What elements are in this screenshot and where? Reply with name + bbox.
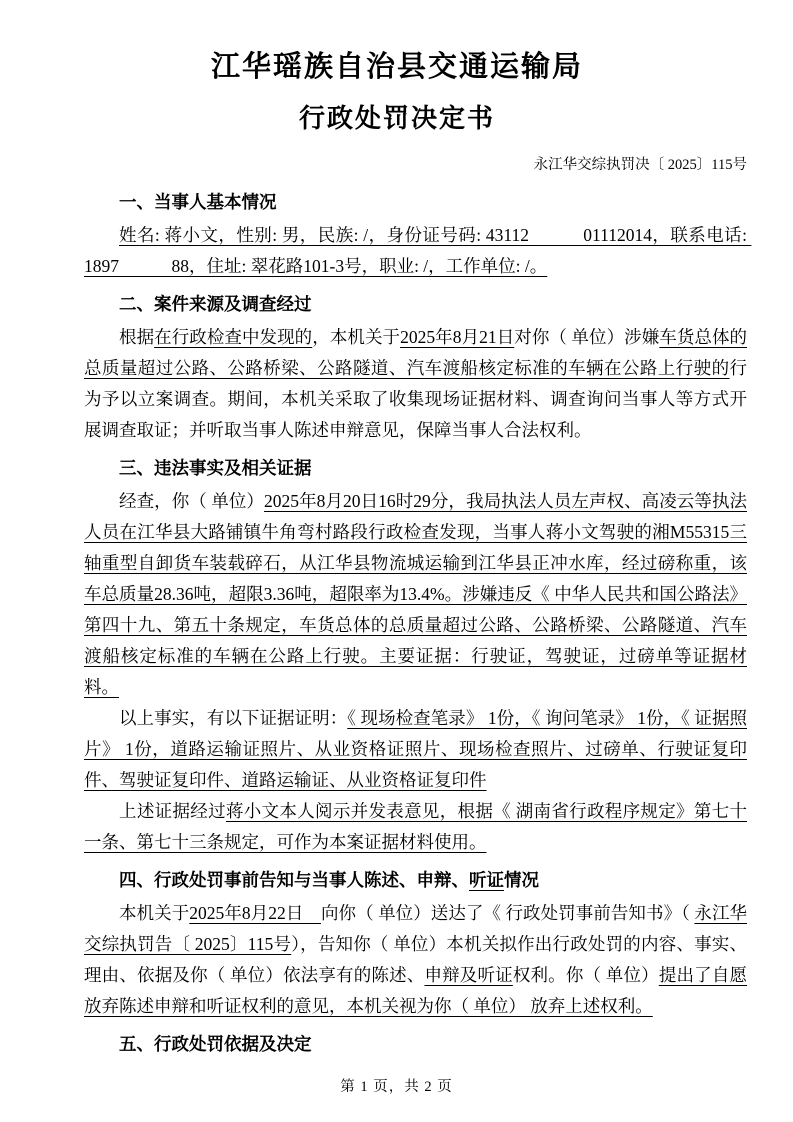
text-segment: 一、当事人基本情况 bbox=[119, 192, 277, 212]
text-segment: 上述证据经过 bbox=[119, 801, 226, 821]
filled-blank: 提出了自愿放弃陈述申辩和听证权利的意见，本机关视为你（ 单位） 放弃上述权利。 bbox=[84, 965, 748, 1016]
paragraph bbox=[84, 703, 747, 796]
text-segment: 五、行政处罚依据及决定 bbox=[119, 1034, 312, 1054]
text-segment: 二、案件来源及调查经过 bbox=[119, 294, 312, 314]
filled-blank: 2025年8月21日 bbox=[400, 327, 515, 347]
filled-blank: 车货总体的总质量超过公路、公路桥梁、公路隧道、汽车渡船核定标准的车辆在公路上行驶的 bbox=[84, 327, 748, 378]
paragraph bbox=[84, 796, 747, 858]
filled-blank: 《 现场检查笔录》 1份，《 询问笔录》 1份，《 证据照片》 1份，道路运输证照片、从业资格证照片、现场检查照片、过磅单、行驶证复印件、驾驶证复印件、道路运输证、从业资格证复印件 bbox=[84, 708, 748, 790]
section-heading bbox=[84, 865, 747, 896]
text-segment: 根据 bbox=[119, 327, 155, 347]
text-segment: ），告知你（ 单位）本机关拟作出行政处罚的内容、事实、理由、依据及你（ 单位）依法享有的陈述、 bbox=[84, 934, 748, 985]
filled-blank: 在行政检查中发现的 bbox=[154, 327, 313, 347]
text-segment: 向你（ 单位）送达了《 行政处罚事前告知书》（ bbox=[320, 903, 695, 923]
paragraph bbox=[84, 898, 747, 1022]
document-title-block bbox=[47, 44, 747, 135]
paragraph bbox=[84, 486, 747, 703]
text-segment: 以上事实，有以下证据证明： bbox=[119, 708, 348, 728]
text-segment: ，本机关于 bbox=[312, 327, 401, 347]
text-segment: 三、违法事实及相关证据 bbox=[119, 458, 312, 478]
text-segment: 经查，你（ 单位） bbox=[119, 491, 264, 511]
filled-blank: 姓名: 蒋小文，性别: 男，民族: /，身份证号码: 43112 01112014，联系电话: 1897 88，住址: 翠花路101-3号，职业: /，工作单位: /。 bbox=[84, 225, 752, 276]
section-heading bbox=[84, 1029, 747, 1060]
filled-blank: 听证 bbox=[469, 870, 504, 890]
text-segment: 权利。你（ 单位） bbox=[512, 965, 659, 985]
document-title-type: 行政处罚决定书 bbox=[298, 104, 495, 133]
filled-blank: 2025年8月22日 bbox=[189, 903, 321, 923]
document-body bbox=[84, 187, 752, 1060]
text-segment: 四、行政处罚事前告知与当事人陈述、申辩、 bbox=[119, 870, 469, 890]
text-segment: 对你（ 单位）涉嫌 bbox=[514, 327, 660, 347]
filled-blank: 2025年8月20日16时29分，我局执法人员左声权、高凌云等执法人员在江华县大路铺镇牛角弯村路段行政检查发现，当事人蒋小文驾驶的湘M55315三轴重型自卸货车装载碎石，从江华县物流城运输到江华县正冲水库，经过磅称重，该车总质量28.36吨，超限3.36吨，超限率为13.4%。涉嫌违反《 中华人民共和国公路法》第四十九、第五十条规定，车货总体的总质量超过公路、公路桥梁、公路隧道、汽车渡船核定标准的车辆在公路上行驶。主要证据：行驶证，驾驶证，过磅单等证据材料。 bbox=[84, 491, 748, 697]
text-segment: 本机关于 bbox=[119, 903, 190, 923]
filled-blank: 永江华交综执罚告〔 2025〕115号 bbox=[84, 903, 748, 954]
page-footer: 第 1 页，共 2 页 bbox=[340, 1079, 453, 1095]
filled-blank: 申辩及听证 bbox=[424, 965, 513, 985]
text-segment: 行为予以立案调查。期间，本机关采取了收集现场证据材料、调查询问当事人等方式开展调查取证；并听取当事人陈述申辩意见，保障当事人合法权利。 bbox=[84, 358, 747, 440]
document-number: 永江华交综执罚决〔 2025〕115号 bbox=[533, 157, 747, 173]
section-heading bbox=[84, 289, 747, 320]
filled-blank: 蒋小文本人阅示并发表意见，根据《 湖南省行政程序规定》第七十一条、第七十三条规定，可作为本案证据材料使用。 bbox=[84, 801, 748, 852]
text-segment: 情况 bbox=[504, 870, 539, 890]
section-heading bbox=[84, 453, 747, 484]
paragraph bbox=[84, 220, 752, 282]
section-heading bbox=[84, 187, 747, 218]
document-title-org: 江华瑶族自治县交通运输局 bbox=[210, 51, 583, 83]
paragraph bbox=[84, 322, 747, 446]
